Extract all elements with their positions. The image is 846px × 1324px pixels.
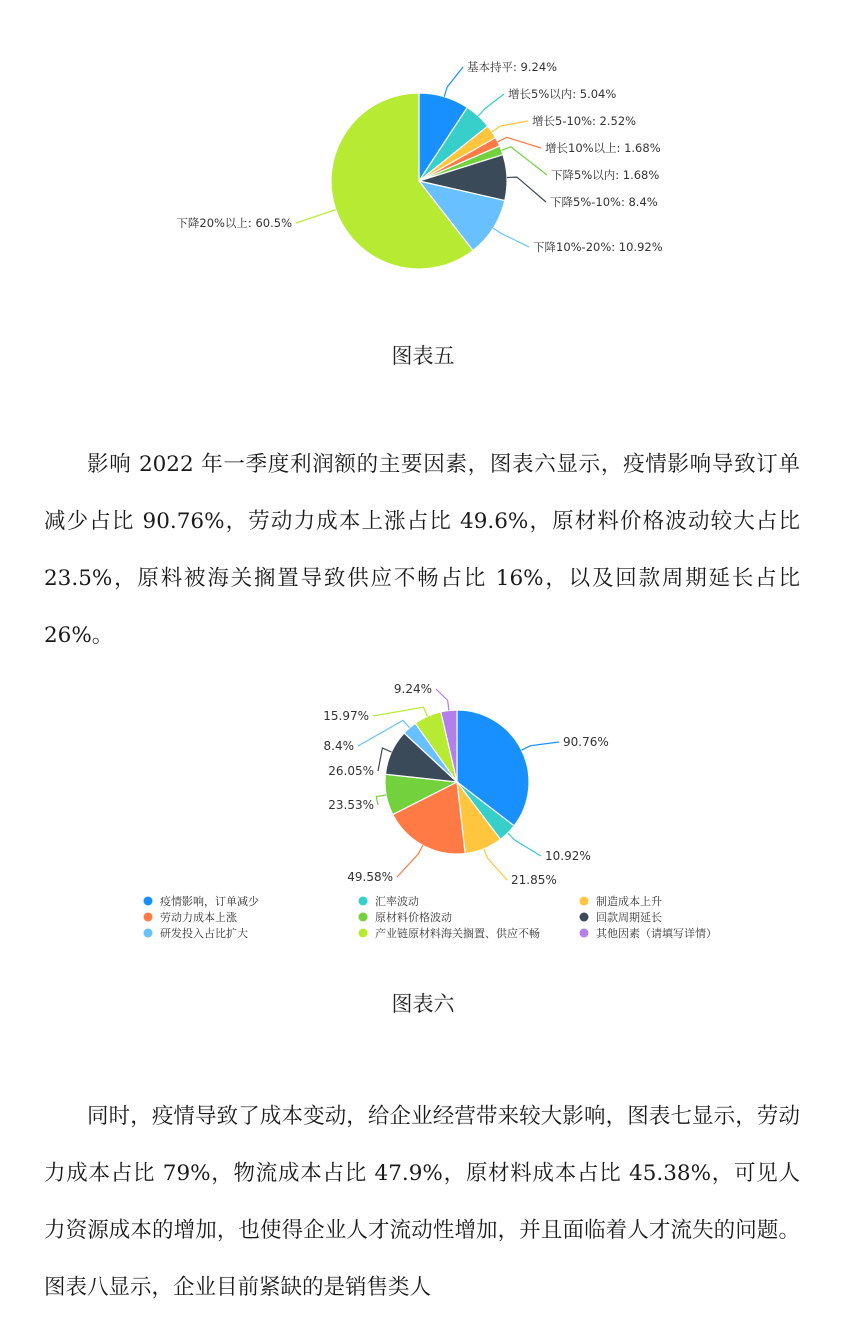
legend-marker-4[interactable] (359, 913, 368, 922)
chart5-leader-0 (444, 67, 463, 97)
paragraph-cost-change: 同时，疫情导致了成本变动，给企业经营带来较大影响，图表七显示，劳动力成本占比 79%，物流成本占比 47.9%，原材料成本占比 45.38%，可见人力资源成本的增加，也使得企业人才流动性增加，并且面临着人才流失的问题。图表八显示，企业目前紧缺的是销售类人 (44, 1104, 800, 1300)
chart5-caption: 图表五 (391, 344, 455, 368)
chart6-label-5: 26.05% (328, 764, 374, 778)
chart5-label-0: 基本持平: 9.24% (467, 60, 558, 74)
legend-label-6[interactable]: 研发投入占比扩大 (160, 927, 248, 940)
legend-label-0[interactable]: 疫情影响，订单减少 (160, 895, 259, 908)
chart5-leader-3 (498, 137, 541, 148)
chart5-leader-4 (502, 147, 548, 175)
chart6-leader-2 (484, 849, 507, 880)
chart6-label-2: 21.85% (511, 873, 557, 887)
chart6-label-0: 90.76% (563, 735, 609, 749)
chart6-leader-1 (508, 833, 541, 856)
legend-marker-7[interactable] (359, 929, 368, 938)
chart5-label-1: 增长5%以内: 5.04% (508, 87, 617, 101)
legend-label-8[interactable]: 其他因素（请填写详情） (596, 927, 717, 940)
chart6-label-4: 23.53% (328, 798, 374, 812)
chart5-leader-6 (493, 228, 529, 247)
chart5-label-5: 下降5%-10%: 8.4% (550, 195, 658, 209)
legend-marker-1[interactable] (359, 897, 368, 906)
chart6-leader-7 (373, 707, 428, 716)
legend-label-3[interactable]: 劳动力成本上涨 (160, 911, 237, 924)
chart6-label-7: 15.97% (323, 709, 369, 723)
chart6-leader-0 (522, 742, 559, 750)
chart5-leader-2 (492, 121, 528, 132)
chart5-label-3: 增长10%以上: 1.68% (545, 141, 661, 155)
chart6-label-8: 9.24% (393, 682, 432, 696)
pie-chart-profit-change (0, 40, 846, 290)
chart5-leader-7 (296, 210, 336, 224)
chart5-label-7: 下降20%以上: 60.5% (176, 216, 292, 230)
legend-label-4[interactable]: 原材料价格波动 (375, 911, 452, 924)
chart6-caption: 图表六 (391, 992, 455, 1016)
chart6-leader-8 (436, 689, 449, 711)
chart5-label-6: 下降10%-20%: 10.92% (533, 240, 663, 254)
chart5-leader-5 (507, 177, 546, 202)
legend-marker-2[interactable] (580, 897, 589, 906)
chart5-label-4: 下降5%以内: 1.68% (551, 168, 660, 182)
chart6-leader-3 (397, 845, 423, 877)
chart6-label-3: 49.58% (347, 870, 393, 884)
legend-marker-5[interactable] (580, 913, 589, 922)
legend-marker-6[interactable] (144, 929, 153, 938)
legend-label-7[interactable]: 产业链原材料海关搁置、供应不畅 (375, 927, 540, 940)
legend-label-2[interactable]: 制造成本上升 (596, 895, 662, 908)
chart6-leader-4 (376, 795, 386, 805)
legend-marker-3[interactable] (144, 913, 153, 922)
legend-label-1[interactable]: 汇率波动 (375, 895, 419, 908)
chart5-leader-1 (478, 94, 504, 116)
legend-marker-8[interactable] (580, 929, 589, 938)
legend-label-5[interactable]: 回款周期延长 (596, 911, 662, 924)
legend-marker-0[interactable] (144, 897, 153, 906)
chart6-label-6: 8.4% (323, 739, 354, 753)
chart6-label-1: 10.92% (545, 849, 591, 863)
chart5-label-2: 增长5-10%: 2.52% (532, 114, 637, 128)
pie-chart-profit-factors (0, 672, 846, 962)
paragraph-profit-factors: 影响 2022 年一季度利润额的主要因素，图表六显示，疫情影响导致订单减少占比 90.76%，劳动力成本上涨占比 49.6%，原材料价格波动较大占比 23.5%，原料被海关搁置导致供应不畅占比 16%，以及回款周期延长占比 26%。 (44, 452, 800, 648)
